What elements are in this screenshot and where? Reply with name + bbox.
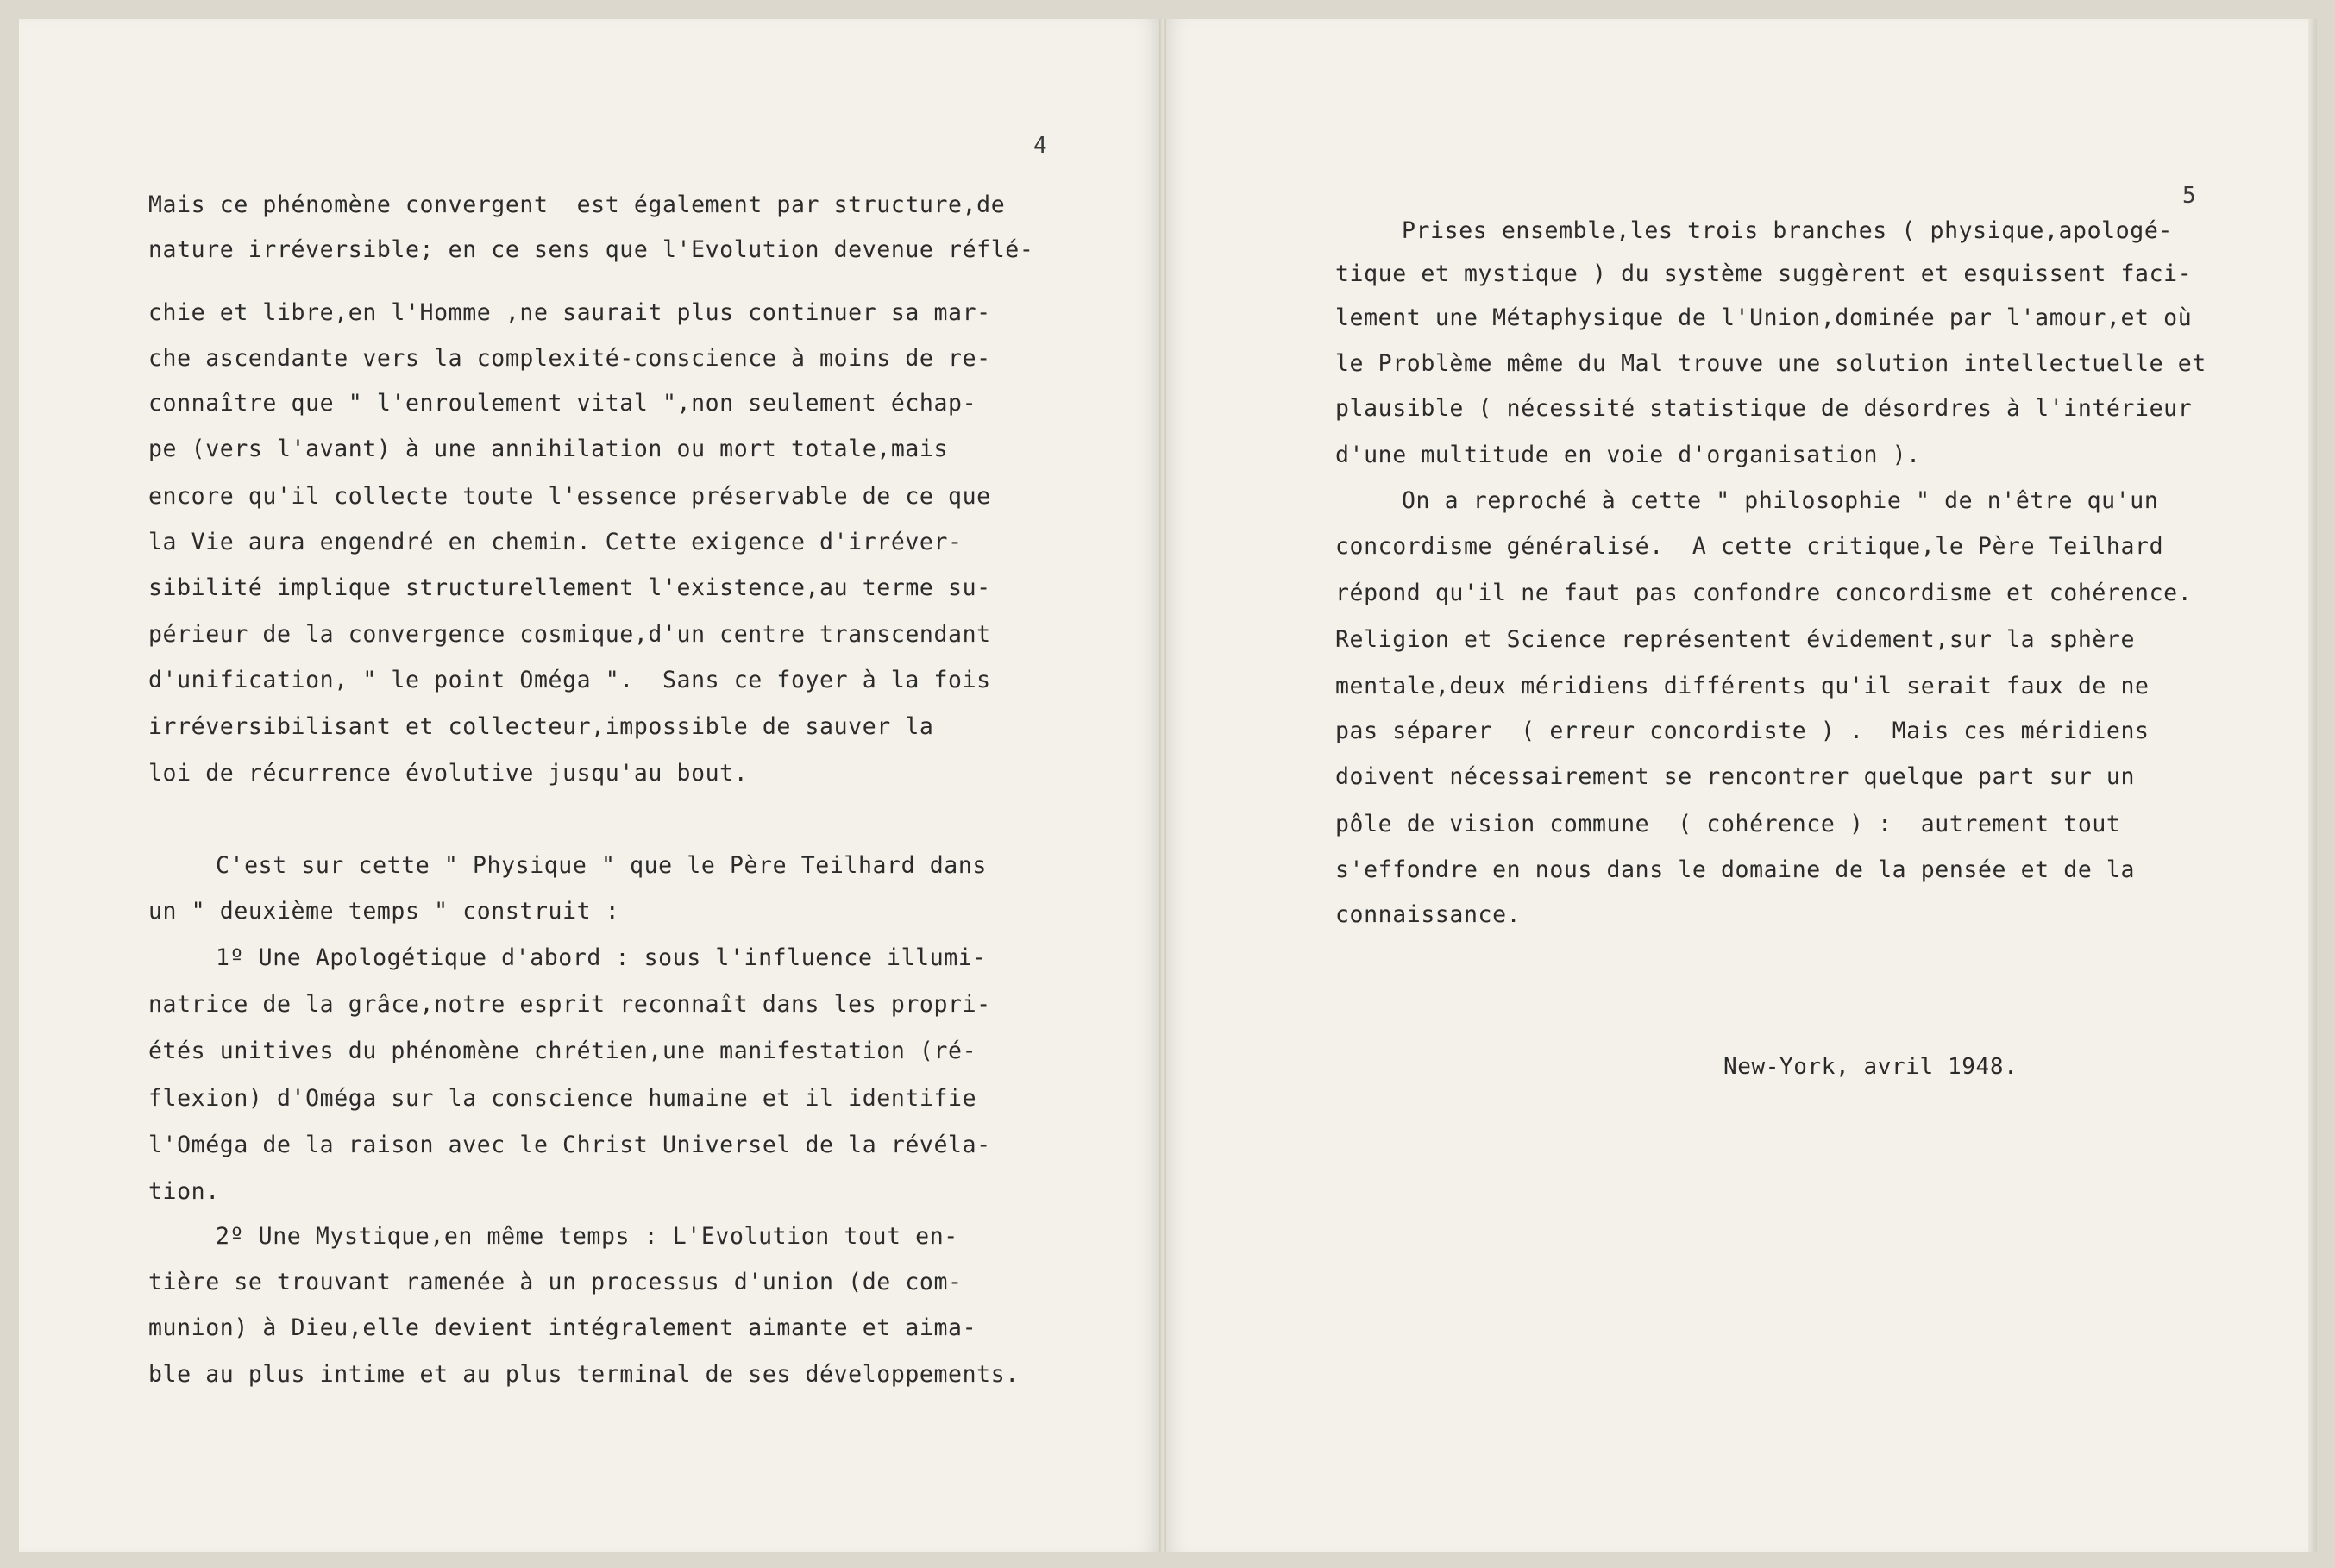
text-line: le Problème même du Mal trouve une solution intellectuelle et bbox=[1335, 350, 2206, 377]
text-line: mentale,deux méridiens différents qu'il serait faux de ne bbox=[1335, 673, 2150, 699]
bleed-through bbox=[1203, 147, 1701, 168]
text-line: munion) à Dieu,elle devient intégralement aimante et aima- bbox=[148, 1314, 977, 1341]
text-line: chie et libre,en l'Homme ,ne saurait plus continuer sa mar- bbox=[148, 299, 991, 326]
text-line: che ascendante vers la complexité-conscience à moins de re- bbox=[148, 345, 991, 372]
text-line: pas séparer ( erreur concordiste ) . Mais ces méridiens bbox=[1335, 718, 2150, 744]
text-line: tière se trouvant ramenée à un processus d'union (de com- bbox=[148, 1269, 963, 1295]
text-line: Religion et Science représentent évidement,sur la sphère bbox=[1335, 626, 2136, 653]
text-line: étés unitives du phénomène chrétien,une manifestation (ré- bbox=[148, 1038, 977, 1064]
page-number-left: 4 bbox=[1033, 133, 1047, 159]
text-line: d'unification, " le point Oméga ". Sans ce foyer à la fois bbox=[148, 667, 991, 693]
text-line: sibilité implique structurellement l'existence,au terme su- bbox=[148, 574, 991, 601]
text-line: la Vie aura engendré en chemin. Cette exigence d'irréver- bbox=[148, 529, 963, 555]
text-line: d'une multitude en voie d'organisation ). bbox=[1335, 442, 1921, 468]
text-line: 1º Une Apologétique d'abord : sous l'influence illumi- bbox=[216, 944, 987, 971]
text-line: s'effondre en nous dans le domaine de la pensée et de la bbox=[1335, 856, 2136, 883]
book-spine bbox=[1159, 19, 1166, 1552]
text-line: On a reproché à cette " philosophie " de n'être qu'un bbox=[1402, 487, 2159, 514]
text-line: pe (vers l'avant) à une annihilation ou mort totale,mais bbox=[148, 436, 949, 462]
text-line: doivent nécessairement se rencontrer quelque part sur un bbox=[1335, 763, 2136, 790]
text-line: répond qu'il ne faut pas confondre concordisme et cohérence. bbox=[1335, 580, 2193, 606]
text-line: plausible ( nécessité statistique de désordres à l'intérieur bbox=[1335, 395, 2193, 422]
text-line: natrice de la grâce,notre esprit reconnaît dans les propri- bbox=[148, 991, 991, 1018]
text-line: périeur de la convergence cosmique,d'un centre transcendant bbox=[148, 621, 991, 648]
text-line: connaître que " l'enroulement vital ",non seulement échap- bbox=[148, 390, 977, 417]
text-line: ble au plus intime et au plus terminal de ses développements. bbox=[148, 1361, 1020, 1388]
text-line: l'Oméga de la raison avec le Christ Universel de la révéla- bbox=[148, 1132, 991, 1158]
text-line: un " deuxième temps " construit : bbox=[148, 898, 620, 925]
text-line: 2º Une Mystique,en même temps : L'Evolution tout en- bbox=[216, 1223, 958, 1250]
text-line: lement une Métaphysique de l'Union,dominée par l'amour,et où bbox=[1335, 304, 2193, 331]
text-line: nature irréversible; en ce sens que l'Evolution devenue réflé- bbox=[148, 236, 1034, 263]
page-edge bbox=[2308, 19, 2317, 1552]
text-line: encore qu'il collecte toute l'essence préservable de ce que bbox=[148, 483, 991, 510]
text-line: loi de récurrence évolutive jusqu'au bout. bbox=[148, 760, 749, 787]
text-line: concordisme généralisé. A cette critique,le Père Teilhard bbox=[1335, 533, 2164, 560]
text-line: tique et mystique ) du système suggèrent et esquissent faci- bbox=[1335, 260, 2193, 287]
text-line: flexion) d'Oméga sur la conscience humaine et il identifie bbox=[148, 1085, 977, 1112]
text-line: irréversibilisant et collecteur,impossible de sauver la bbox=[148, 713, 934, 740]
text-line: Prises ensemble,les trois branches ( physique,apologé- bbox=[1402, 217, 2173, 244]
text-line: Mais ce phénomène convergent est également par structure,de bbox=[148, 191, 1006, 218]
text-line: connaissance. bbox=[1335, 901, 1522, 928]
place-and-date: New-York, avril 1948. bbox=[1723, 1054, 2018, 1080]
text-line: C'est sur cette " Physique " que le Père Teilhard dans bbox=[216, 852, 987, 879]
text-line: pôle de vision commune ( cohérence ) : autrement tout bbox=[1335, 811, 2121, 837]
page-number-right: 5 bbox=[2182, 183, 2196, 209]
text-line: tion. bbox=[148, 1178, 220, 1205]
